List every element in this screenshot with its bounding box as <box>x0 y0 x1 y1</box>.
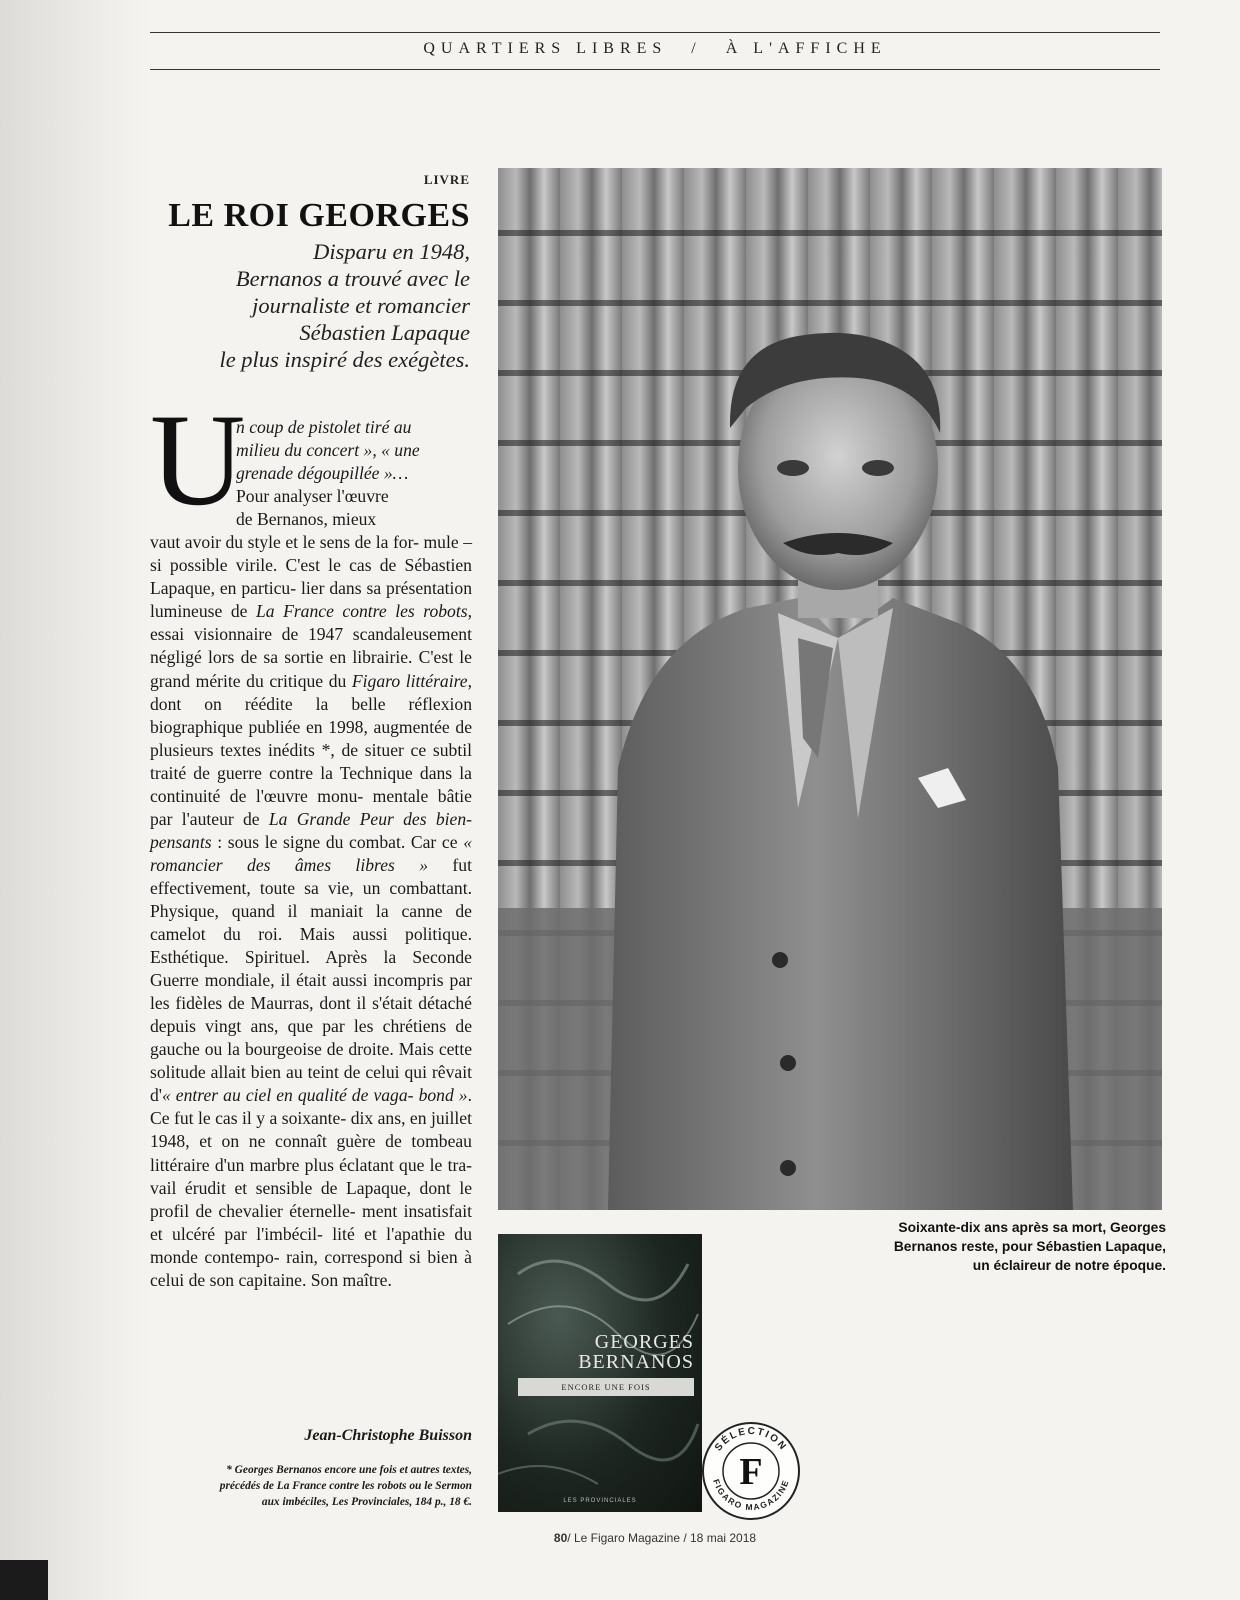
body-line: : sous <box>211 831 260 852</box>
body-line: d' <box>150 1085 162 1106</box>
body-line: lité et l'apathie du monde contempo- <box>150 1223 472 1267</box>
deck-line: Disparu en 1948, <box>313 239 470 264</box>
body-line: de <box>230 601 256 622</box>
page-footer <box>150 1531 1160 1545</box>
body-line: belle réflexion biographique publiée <box>150 693 473 737</box>
book-publisher: LES PROVINCIALES <box>563 1498 637 1504</box>
article-title: LE ROI GEORGES <box>168 197 470 234</box>
body-line: n coup de pistolet tiré au <box>236 417 412 437</box>
footnote-text: La France contre les robots <box>276 1480 407 1492</box>
body-line-italic: La <box>268 808 288 829</box>
body-line: vaut avoir du style et le sens de la for- <box>150 532 419 553</box>
photo-caption <box>800 1218 1166 1275</box>
book-cover <box>498 1234 702 1512</box>
footnote-text: aux imbéciles <box>261 1496 327 1508</box>
body-line: quand il maniait la canne de camelot <box>150 900 472 945</box>
section-name: QUARTIERS LIBRES <box>423 40 668 57</box>
section-separator: / <box>691 40 702 57</box>
footnote-text: , Les Provinciales, 184 p., 18 €. <box>326 1496 472 1508</box>
body-line: par les chrétiens de gauche ou la <box>150 1016 472 1060</box>
body-line: connaît guère de tombeau littéraire <box>150 1131 472 1175</box>
body-line: allait bien au teint de celui qui rêvait <box>210 1062 472 1083</box>
body-line: traité de guerre contre la Technique <box>150 762 413 783</box>
body-line: dans la continuité de l'œuvre monu- <box>150 762 472 806</box>
body-line: rain, correspond si bien à celui de son <box>150 1246 472 1290</box>
body-line: d'un marbre plus éclatant que le tra- <box>214 1154 472 1175</box>
seal-top-text: SÉLECTION <box>713 1425 789 1454</box>
body-line: s'était détaché depuis vingt ans, que <box>150 993 472 1037</box>
drop-cap: U <box>150 386 246 533</box>
body-line: visionnaire de 1947 scandaleusement <box>193 624 472 645</box>
jacket-button <box>772 952 788 968</box>
body-line: , essai <box>150 601 472 645</box>
article-body <box>150 416 472 1292</box>
jacket-button <box>780 1160 796 1176</box>
deck-line: Sébastien Lapaque <box>299 320 470 345</box>
jacket-button <box>780 1055 796 1071</box>
body-line: du roi. Mais aussi politique. Esthétique. <box>150 924 473 968</box>
section-header-text <box>150 40 1160 58</box>
body-line: Spirituel. Après la Seconde Guerre <box>150 947 472 991</box>
footnote-text: précédés de <box>219 1480 277 1492</box>
body-line: Pour analyser l'œuvre <box>236 486 389 507</box>
body-line: mule – si possible virile. C'est le cas <box>150 532 472 576</box>
body-line: capitaine. Son maître. <box>238 1269 392 1290</box>
body-line: mondiale, il était aussi incompris <box>204 970 444 991</box>
body-line: de Sébastien Lapaque, en particu- <box>150 555 472 599</box>
deck-line: Bernanos a trouvé avec le <box>235 266 470 291</box>
article-kicker: LIVRE <box>423 172 470 187</box>
body-line: milieu du concert », « une <box>236 440 420 461</box>
body-line: fut effectivement, <box>150 854 472 898</box>
page-number: 80 <box>553 1531 568 1545</box>
deck-line: journaliste et romancier <box>252 293 470 318</box>
body-line-italic: « romancier <box>150 831 472 875</box>
body-line: . Ce fut le cas il y a soixante- <box>150 1085 472 1129</box>
body-line-italic: « entrer au ciel en qualité de vaga- <box>161 1085 414 1106</box>
footnote-text: le Sermon <box>424 1480 472 1492</box>
bernanos-photo <box>498 168 1162 1210</box>
page-edge-shadow <box>0 0 150 1600</box>
body-line-italic: Grande Peur des bien-pensants <box>150 808 472 852</box>
body-line: vail érudit et sensible de Lapaque, <box>150 1177 411 1198</box>
body-line-italic: des âmes libres » <box>247 854 429 875</box>
body-line: négligé lors de sa sortie en librairie. <box>150 647 413 668</box>
scan-corner <box>0 1560 48 1600</box>
seal-letter: F <box>739 1451 763 1493</box>
body-line-italic: Figaro littéraire <box>351 670 468 691</box>
body-line-italic: La France contre les robots <box>255 601 468 622</box>
seal-bottom-text: FIGARO MAGAZINE <box>711 1477 791 1513</box>
body-line: , dont on réédite la <box>150 670 473 714</box>
book-title-line: GEORGES <box>594 1331 694 1353</box>
right-eye <box>862 460 894 476</box>
subsection-name: À L'AFFICHE <box>725 40 887 57</box>
book-title <box>578 1332 694 1372</box>
body-line: grenade dégoupillée »… <box>236 463 409 484</box>
body-line-italic: bond » <box>418 1085 468 1106</box>
body-line: dont le profil de chevalier éternelle- <box>150 1177 473 1221</box>
caption-line: Soixante-dix ans après sa mort, Georges <box>898 1220 1166 1235</box>
section-header <box>150 32 1160 70</box>
footnote-text: ou <box>406 1480 425 1492</box>
article-deck <box>150 238 470 373</box>
caption-line: Bernanos reste, pour Sébastien Lapaque, <box>893 1239 1166 1254</box>
body-line: mentale bâtie par l'auteur de <box>150 785 472 829</box>
body-line: bourgeoise de droite. Mais cette solitude <box>150 1039 473 1083</box>
body-line: par les fidèles de Maurras, dont il <box>150 970 473 1014</box>
article-footnote <box>150 1462 472 1510</box>
seal-icon <box>700 1420 802 1522</box>
body-line: dix ans, en juillet 1948, et on ne <box>150 1108 473 1152</box>
deck-line: le plus inspiré des exégètes. <box>219 347 470 372</box>
body-line: ment insatisfait et ulcéré par l'imbécil- <box>150 1200 472 1244</box>
jacket <box>608 598 1073 1210</box>
publication-info: / Le Figaro Magazine / 18 mai 2018 <box>567 1531 757 1545</box>
body-line: textes inédits *, de situer ce subtil <box>220 739 472 760</box>
body-line: C'est le grand mérite du critique du <box>150 647 472 691</box>
body-line: le signe du combat. Car ce <box>264 831 464 852</box>
book-title-line: BERNANOS <box>578 1351 694 1373</box>
caption-line: un éclaireur de notre époque. <box>972 1258 1166 1273</box>
body-line: en 1998, augmentée de plusieurs <box>150 716 473 760</box>
selection-seal <box>700 1420 802 1522</box>
body-line: toute sa vie, un combattant. Physique, <box>150 877 472 921</box>
book-subtitle: ENCORE UNE FOIS <box>518 1378 694 1396</box>
article-author: Jean-Christophe Buisson <box>304 1427 472 1444</box>
footnote-text: * Georges Bernanos encore une fois et autres textes, <box>226 1464 472 1476</box>
book-cover-art <box>498 1234 702 1512</box>
body-line: lier dans sa présentation lumineuse <box>150 578 473 622</box>
portrait-illustration <box>498 168 1162 1210</box>
left-eye <box>777 460 809 476</box>
body-line: de Bernanos, mieux <box>236 509 377 530</box>
